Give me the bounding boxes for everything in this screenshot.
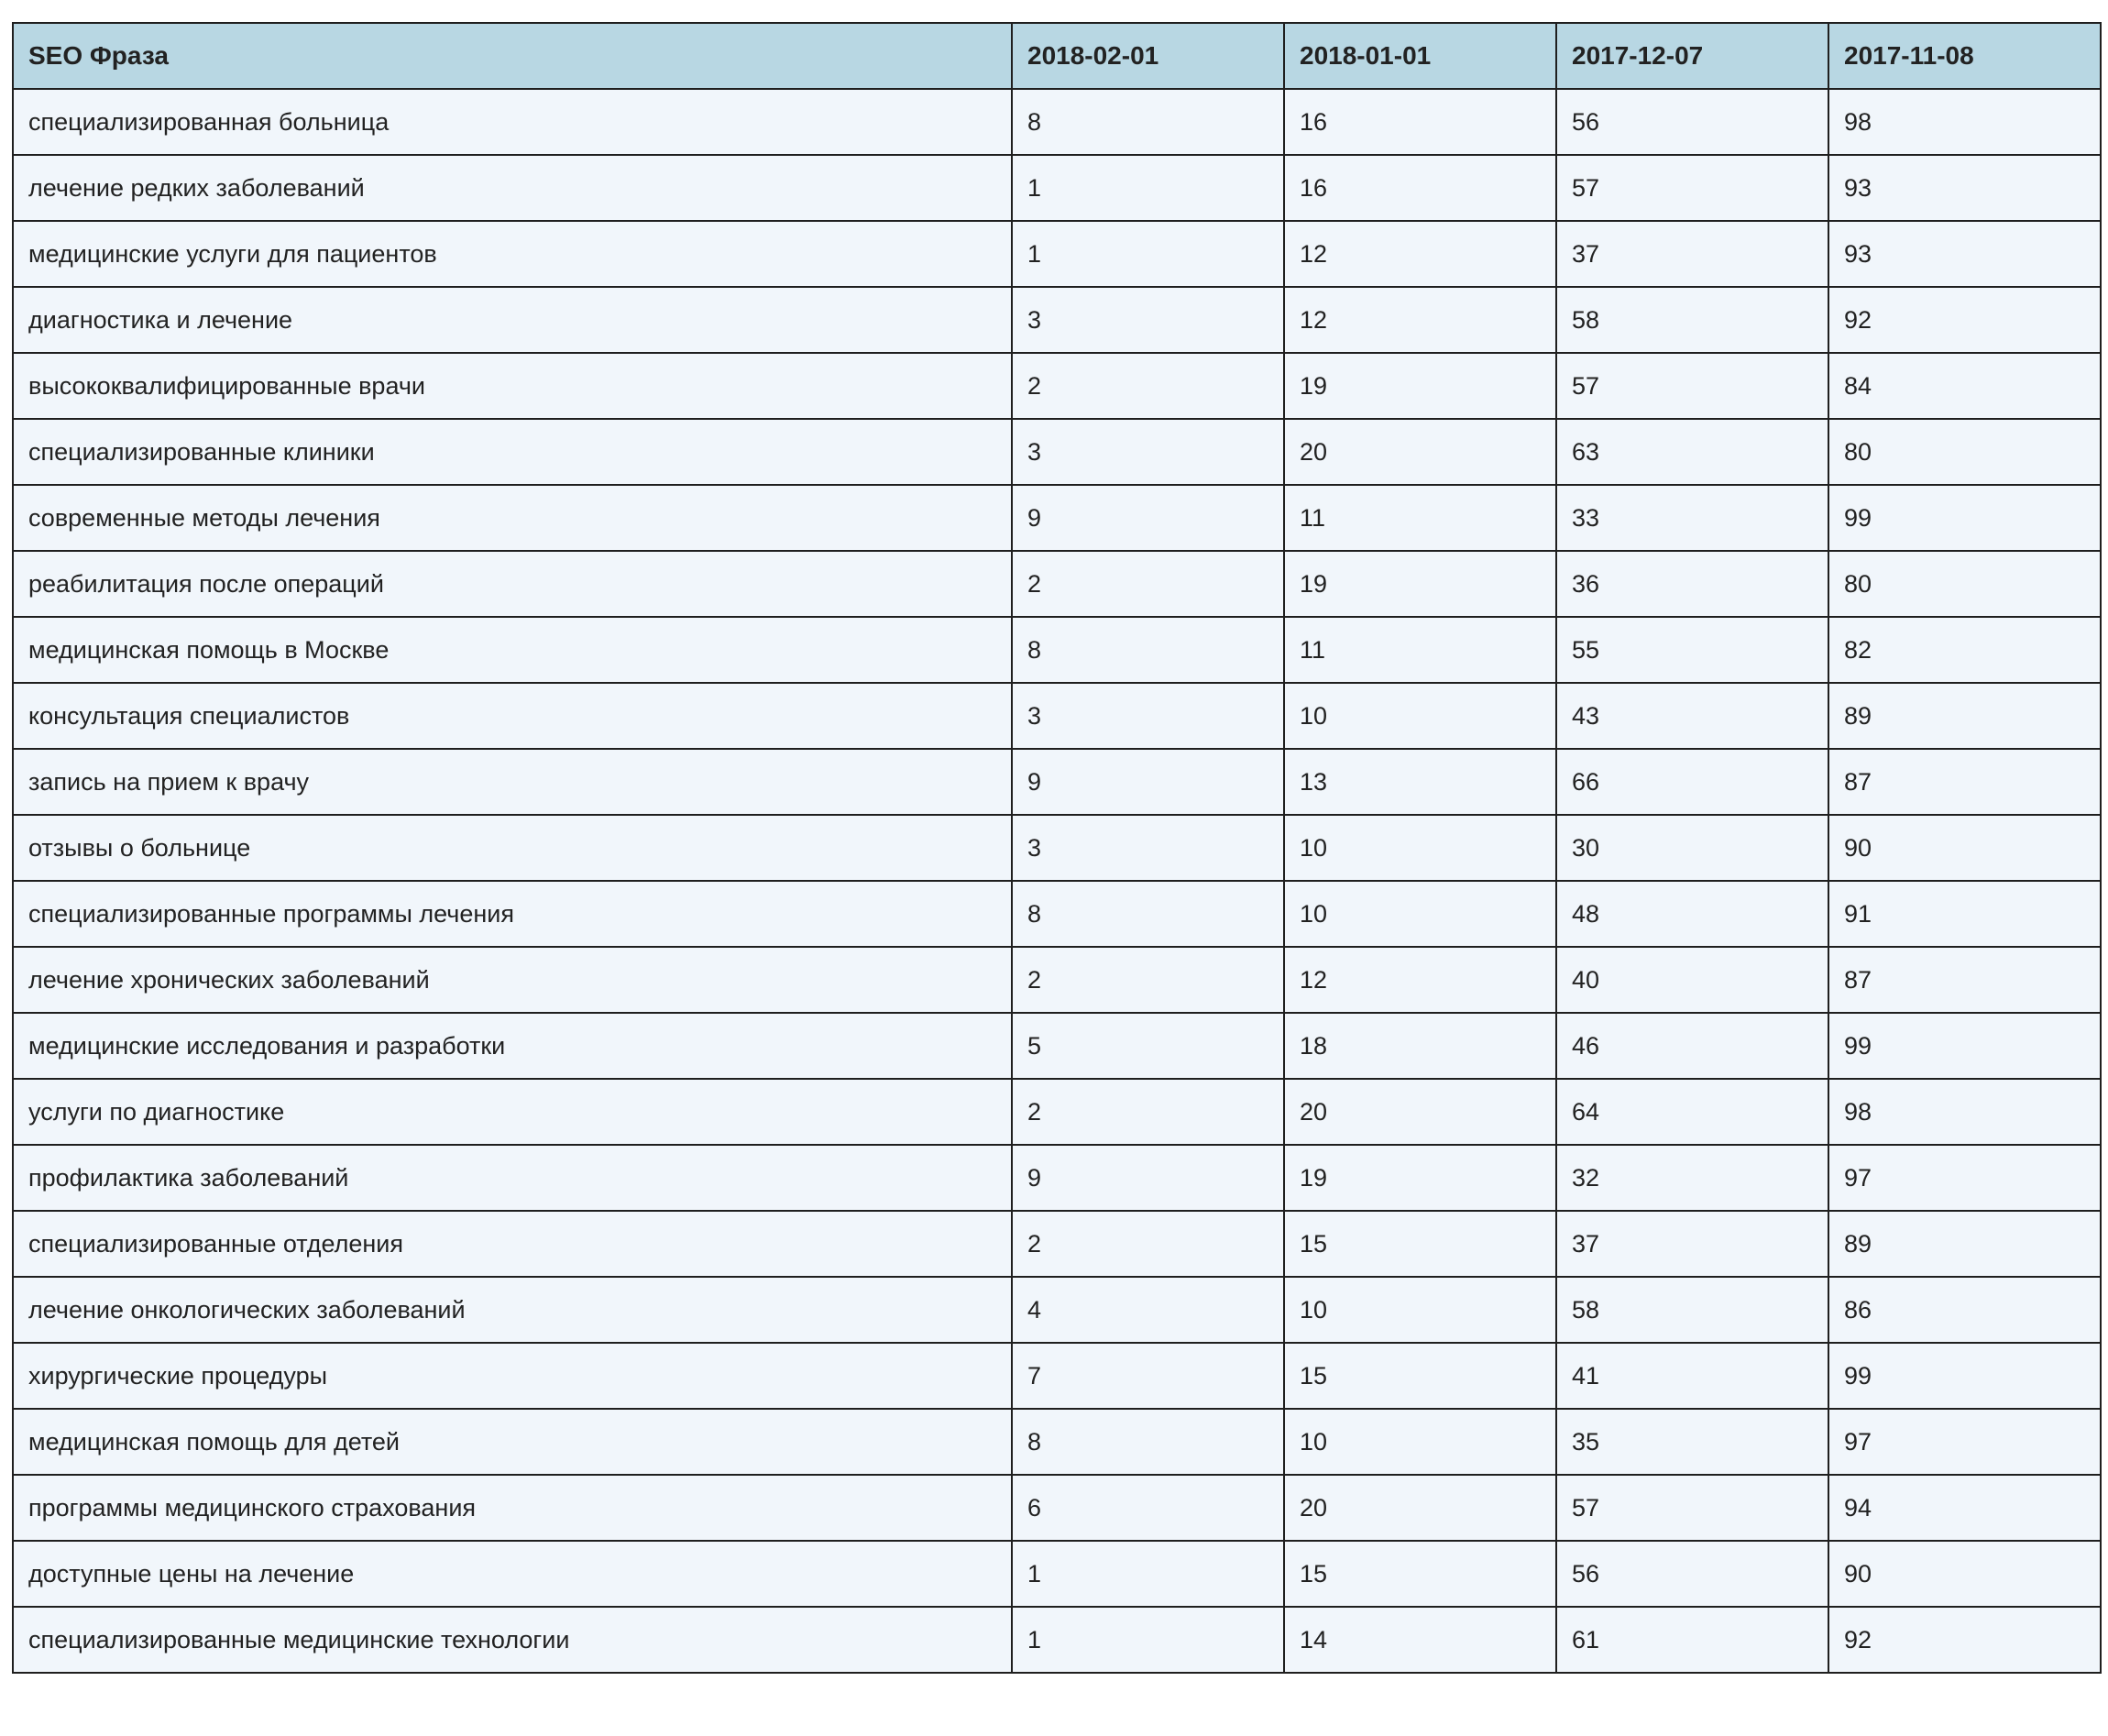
value-2017-12-07: 57: [1556, 1475, 1828, 1541]
table-row: [13, 749, 2101, 815]
value-2017-12-07: 43: [1556, 683, 1828, 749]
phrase-cell: реабилитация после операций: [13, 551, 1012, 617]
phrase-cell: специализированные клиники: [13, 419, 1012, 485]
value-2018-01-01: 10: [1284, 683, 1556, 749]
value-2018-02-01: 2: [1012, 353, 1284, 419]
table-row: [13, 1013, 2101, 1079]
value-2018-02-01: 1: [1012, 221, 1284, 287]
value-2018-01-01: 12: [1284, 221, 1556, 287]
table-row: [13, 221, 2101, 287]
value-2017-12-07: 56: [1556, 1541, 1828, 1607]
phrase-cell: специализированные отделения: [13, 1211, 1012, 1277]
table-row: [13, 551, 2101, 617]
phrase-cell: лечение онкологических заболеваний: [13, 1277, 1012, 1343]
phrase-cell: специализированные программы лечения: [13, 881, 1012, 947]
value-2018-01-01: 12: [1284, 287, 1556, 353]
value-2017-12-07: 35: [1556, 1409, 1828, 1475]
value-2018-02-01: 8: [1012, 617, 1284, 683]
value-2018-02-01: 1: [1012, 1541, 1284, 1607]
table-row: [13, 1145, 2101, 1211]
table-row: [13, 1079, 2101, 1145]
table-row: [13, 353, 2101, 419]
value-2018-01-01: 19: [1284, 1145, 1556, 1211]
value-2018-01-01: 18: [1284, 1013, 1556, 1079]
value-2017-11-08: 91: [1828, 881, 2101, 947]
value-2018-02-01: 2: [1012, 947, 1284, 1013]
value-2017-11-08: 92: [1828, 1607, 2101, 1673]
table-row: [13, 1211, 2101, 1277]
phrase-cell: запись на прием к врачу: [13, 749, 1012, 815]
phrase-cell: специализированная больница: [13, 89, 1012, 155]
value-2018-01-01: 19: [1284, 353, 1556, 419]
value-2017-11-08: 99: [1828, 1343, 2101, 1409]
value-2018-02-01: 8: [1012, 1409, 1284, 1475]
value-2018-02-01: 1: [1012, 155, 1284, 221]
table-row: [13, 419, 2101, 485]
phrase-cell: консультация специалистов: [13, 683, 1012, 749]
value-2018-01-01: 20: [1284, 419, 1556, 485]
table-row: [13, 1475, 2101, 1541]
header-row: [13, 23, 2101, 89]
value-2017-12-07: 61: [1556, 1607, 1828, 1673]
value-2017-12-07: 66: [1556, 749, 1828, 815]
value-2018-01-01: 10: [1284, 881, 1556, 947]
value-2018-01-01: 20: [1284, 1079, 1556, 1145]
phrase-cell: специализированные медицинские технологии: [13, 1607, 1012, 1673]
value-2017-11-08: 99: [1828, 485, 2101, 551]
value-2017-11-08: 99: [1828, 1013, 2101, 1079]
value-2017-11-08: 87: [1828, 947, 2101, 1013]
header-date-2017-12-07: 2017-12-07: [1556, 23, 1828, 89]
value-2018-01-01: 20: [1284, 1475, 1556, 1541]
value-2018-01-01: 13: [1284, 749, 1556, 815]
value-2018-01-01: 14: [1284, 1607, 1556, 1673]
phrase-cell: современные методы лечения: [13, 485, 1012, 551]
value-2018-01-01: 16: [1284, 155, 1556, 221]
table-body: [13, 89, 2101, 1673]
value-2018-02-01: 8: [1012, 89, 1284, 155]
table-row: [13, 881, 2101, 947]
value-2017-12-07: 37: [1556, 1211, 1828, 1277]
value-2018-01-01: 15: [1284, 1211, 1556, 1277]
value-2018-02-01: 3: [1012, 815, 1284, 881]
value-2017-12-07: 40: [1556, 947, 1828, 1013]
seo-table-container: [12, 22, 2102, 1674]
value-2017-11-08: 84: [1828, 353, 2101, 419]
value-2017-12-07: 32: [1556, 1145, 1828, 1211]
value-2018-01-01: 16: [1284, 89, 1556, 155]
table-row: [13, 1607, 2101, 1673]
table-row: [13, 947, 2101, 1013]
table-row: [13, 1409, 2101, 1475]
value-2018-01-01: 10: [1284, 1277, 1556, 1343]
value-2018-01-01: 19: [1284, 551, 1556, 617]
phrase-cell: высококвалифицированные врачи: [13, 353, 1012, 419]
value-2017-11-08: 98: [1828, 89, 2101, 155]
value-2017-11-08: 87: [1828, 749, 2101, 815]
table-row: [13, 1277, 2101, 1343]
value-2017-11-08: 80: [1828, 419, 2101, 485]
phrase-cell: хирургические процедуры: [13, 1343, 1012, 1409]
value-2017-12-07: 57: [1556, 155, 1828, 221]
value-2017-11-08: 90: [1828, 815, 2101, 881]
value-2017-12-07: 48: [1556, 881, 1828, 947]
value-2018-02-01: 6: [1012, 1475, 1284, 1541]
phrase-cell: лечение хронических заболеваний: [13, 947, 1012, 1013]
value-2018-02-01: 2: [1012, 551, 1284, 617]
table-row: [13, 683, 2101, 749]
value-2018-01-01: 10: [1284, 1409, 1556, 1475]
value-2017-12-07: 36: [1556, 551, 1828, 617]
value-2018-02-01: 5: [1012, 1013, 1284, 1079]
phrase-cell: диагностика и лечение: [13, 287, 1012, 353]
value-2018-01-01: 11: [1284, 485, 1556, 551]
value-2018-01-01: 15: [1284, 1541, 1556, 1607]
header-seo-phrase: SEO Фраза: [13, 23, 1012, 89]
value-2017-12-07: 64: [1556, 1079, 1828, 1145]
value-2017-11-08: 90: [1828, 1541, 2101, 1607]
value-2017-11-08: 97: [1828, 1409, 2101, 1475]
value-2018-02-01: 9: [1012, 749, 1284, 815]
phrase-cell: медицинские исследования и разработки: [13, 1013, 1012, 1079]
value-2017-12-07: 63: [1556, 419, 1828, 485]
value-2017-12-07: 37: [1556, 221, 1828, 287]
header-date-2018-01-01: 2018-01-01: [1284, 23, 1556, 89]
value-2018-02-01: 3: [1012, 683, 1284, 749]
value-2018-02-01: 3: [1012, 287, 1284, 353]
value-2018-02-01: 9: [1012, 1145, 1284, 1211]
value-2018-02-01: 8: [1012, 881, 1284, 947]
value-2018-02-01: 1: [1012, 1607, 1284, 1673]
value-2017-12-07: 57: [1556, 353, 1828, 419]
phrase-cell: отзывы о больнице: [13, 815, 1012, 881]
phrase-cell: профилактика заболеваний: [13, 1145, 1012, 1211]
value-2017-12-07: 58: [1556, 287, 1828, 353]
value-2017-11-08: 93: [1828, 221, 2101, 287]
value-2017-12-07: 33: [1556, 485, 1828, 551]
value-2017-11-08: 80: [1828, 551, 2101, 617]
value-2017-12-07: 41: [1556, 1343, 1828, 1409]
value-2018-02-01: 9: [1012, 485, 1284, 551]
value-2017-12-07: 30: [1556, 815, 1828, 881]
value-2017-11-08: 93: [1828, 155, 2101, 221]
phrase-cell: медицинские услуги для пациентов: [13, 221, 1012, 287]
phrase-cell: медицинская помощь для детей: [13, 1409, 1012, 1475]
table-row: [13, 485, 2101, 551]
value-2018-02-01: 2: [1012, 1211, 1284, 1277]
value-2018-02-01: 3: [1012, 419, 1284, 485]
header-date-2018-02-01: 2018-02-01: [1012, 23, 1284, 89]
value-2018-01-01: 12: [1284, 947, 1556, 1013]
phrase-cell: программы медицинского страхования: [13, 1475, 1012, 1541]
table-row: [13, 815, 2101, 881]
value-2017-11-08: 86: [1828, 1277, 2101, 1343]
phrase-cell: доступные цены на лечение: [13, 1541, 1012, 1607]
value-2017-11-08: 97: [1828, 1145, 2101, 1211]
table-row: [13, 89, 2101, 155]
table-header: [13, 23, 2101, 89]
value-2017-12-07: 58: [1556, 1277, 1828, 1343]
value-2018-01-01: 10: [1284, 815, 1556, 881]
value-2017-11-08: 82: [1828, 617, 2101, 683]
phrase-cell: услуги по диагностике: [13, 1079, 1012, 1145]
phrase-cell: лечение редких заболеваний: [13, 155, 1012, 221]
value-2017-12-07: 55: [1556, 617, 1828, 683]
table-row: [13, 1541, 2101, 1607]
value-2017-11-08: 89: [1828, 1211, 2101, 1277]
value-2017-11-08: 89: [1828, 683, 2101, 749]
value-2017-11-08: 94: [1828, 1475, 2101, 1541]
value-2017-12-07: 56: [1556, 89, 1828, 155]
value-2018-02-01: 2: [1012, 1079, 1284, 1145]
value-2018-01-01: 15: [1284, 1343, 1556, 1409]
value-2018-02-01: 7: [1012, 1343, 1284, 1409]
phrase-cell: медицинская помощь в Москве: [13, 617, 1012, 683]
seo-positions-table: [12, 22, 2102, 1674]
table-row: [13, 617, 2101, 683]
value-2018-02-01: 4: [1012, 1277, 1284, 1343]
table-row: [13, 287, 2101, 353]
value-2018-01-01: 11: [1284, 617, 1556, 683]
value-2017-12-07: 46: [1556, 1013, 1828, 1079]
value-2017-11-08: 92: [1828, 287, 2101, 353]
table-row: [13, 155, 2101, 221]
header-date-2017-11-08: 2017-11-08: [1828, 23, 2101, 89]
value-2017-11-08: 98: [1828, 1079, 2101, 1145]
table-row: [13, 1343, 2101, 1409]
